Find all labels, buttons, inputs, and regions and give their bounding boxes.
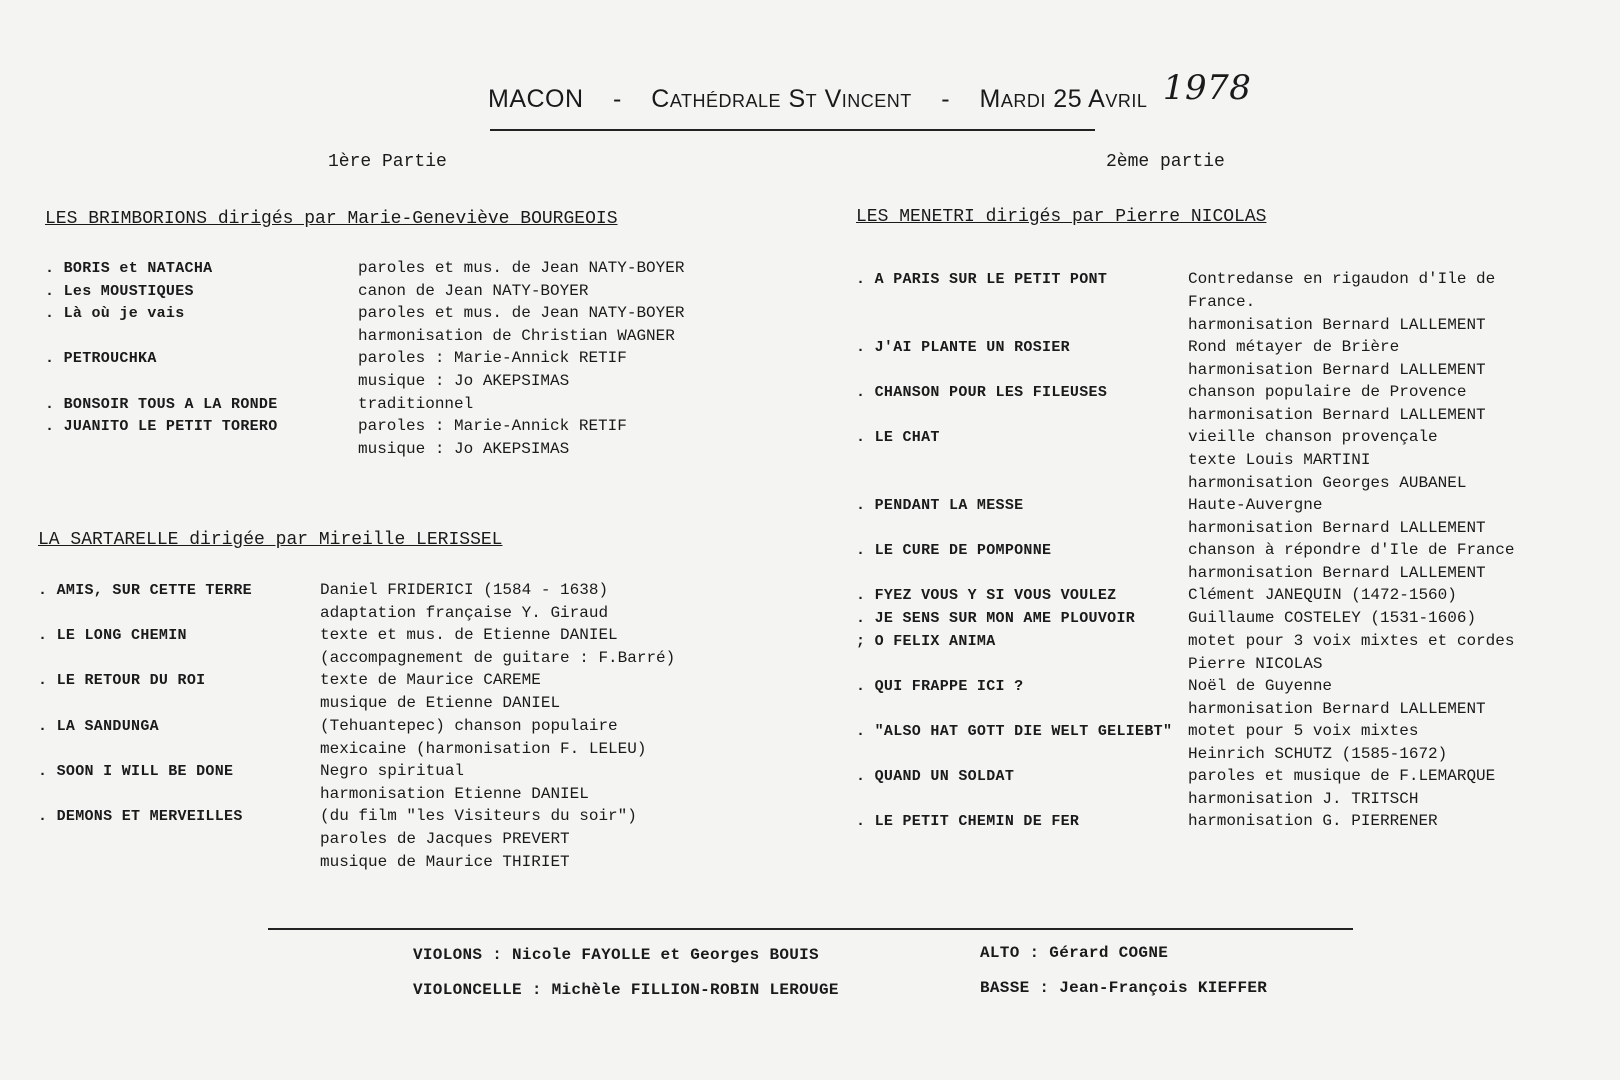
section-title-menetri: LES MENETRI dirigés par Pierre NICOLAS	[856, 207, 1267, 227]
song-credit-line: harmonisation de Christian WAGNER	[358, 327, 675, 346]
header-separator: -	[613, 85, 622, 113]
song-credit-line: harmonisation Bernard LALLEMENT	[1188, 699, 1486, 718]
song-credit-line: chanson populaire de Provence	[1188, 383, 1467, 401]
song-credit-line: (accompagnement de guitare : F.Barré)	[320, 649, 676, 668]
header-place: Cathédrale St Vincent	[651, 85, 912, 113]
header-year-handwritten: 1978	[1162, 68, 1252, 108]
song-credit-line: harmonisation Bernard LALLEMENT	[1188, 316, 1486, 334]
song-credit-line: paroles et musique de F.LEMARQUE	[1188, 767, 1496, 786]
song-credit-line: texte et mus. de Etienne DANIEL	[320, 626, 618, 645]
header-separator: -	[941, 85, 951, 113]
song-credit-line: adaptation française Y. Giraud	[320, 604, 609, 622]
footer-basse: BASSE : Jean-François KIEFFER	[980, 979, 1268, 997]
song-title: . JE SENS SUR MON AME PLOUVOIR	[856, 610, 1136, 627]
section-title-brimborions: LES BRIMBORIONS dirigés par Marie-Geneviève BOURGEOIS	[45, 209, 618, 229]
program-header	[488, 68, 1252, 116]
song-credit-line: Guillaume COSTELEY (1531-1606)	[1188, 609, 1477, 627]
song-title: . Là où je vais	[45, 305, 185, 323]
song-title: . LE CHAT	[856, 429, 940, 447]
song-credit-line: canon de Jean NATY-BOYER	[358, 281, 589, 300]
footer-divider	[268, 928, 1353, 930]
song-credit-line: texte Louis MARTINI	[1188, 451, 1371, 470]
song-credit-line: vieille chanson provençale	[1188, 428, 1438, 447]
song-credit-line: harmonisation Georges AUBANEL	[1188, 474, 1467, 493]
song-credit-line: (du film "les Visiteurs du soir")	[320, 807, 637, 825]
song-title: . PENDANT LA MESSE	[856, 497, 1024, 514]
song-title: . QUI FRAPPE ICI ?	[856, 677, 1024, 695]
song-credit-line: harmonisation Bernard LALLEMENT	[1188, 564, 1486, 583]
song-credit-line: Rond métayer de Brière	[1188, 337, 1400, 356]
song-title: . AMIS, SUR CETTE TERRE	[38, 582, 252, 599]
song-credit-line: musique : Jo AKEPSIMAS	[358, 440, 570, 459]
song-credit-line: mexicaine (harmonisation F. LELEU)	[320, 739, 647, 758]
song-credit-line: paroles : Marie-Annick RETIF	[358, 349, 627, 368]
song-credit-line: musique : Jo AKEPSIMAS	[358, 372, 570, 391]
song-title: . LE RETOUR DU ROI	[38, 672, 206, 690]
song-title: . SOON I WILL BE DONE	[38, 762, 234, 780]
song-title: . CHANSON POUR LES FILEUSES	[856, 384, 1108, 401]
song-credit-line: musique de Etienne DANIEL	[320, 694, 561, 713]
song-credit-line: Negro spiritual	[320, 761, 465, 780]
song-credit-line: musique de Maurice THIRIET	[320, 853, 570, 871]
song-title: . LE LONG CHEMIN	[38, 627, 187, 645]
part-one-title: 1ère Partie	[328, 152, 447, 172]
song-title: . LA SANDUNGA	[38, 717, 159, 735]
song-credit-line: Contredanse en rigaudon d'Ile de	[1188, 270, 1496, 288]
song-title: . BONSOIR TOUS A LA RONDE	[45, 395, 278, 413]
footer-violoncelle: VIOLONCELLE : Michèle FILLION-ROBIN LEROUGE	[413, 981, 839, 999]
song-credit-line: harmonisation Bernard LALLEMENT	[1188, 406, 1486, 424]
song-title: . J'AI PLANTE UN ROSIER	[856, 338, 1070, 356]
song-credit-line: harmonisation Bernard LALLEMENT	[1188, 519, 1486, 537]
header-divider	[490, 129, 1095, 131]
song-credit-line: Noël de Guyenne	[1188, 676, 1333, 695]
song-credit-line: harmonisation Etienne DANIEL	[320, 784, 589, 803]
song-credit-line: motet pour 3 voix mixtes et cordes	[1188, 631, 1515, 650]
song-credit-line: Heinrich SCHUTZ (1585-1672)	[1188, 745, 1448, 763]
song-credit-line: harmonisation Bernard LALLEMENT	[1188, 360, 1486, 379]
song-title: . LE PETIT CHEMIN DE FER	[856, 813, 1080, 831]
song-credit-line: harmonisation J. TRITSCH	[1188, 790, 1419, 809]
song-credit-line: chanson à répondre d'Ile de France	[1188, 541, 1515, 560]
song-title: . JUANITO LE PETIT TORERO	[45, 418, 278, 436]
song-title: . A PARIS SUR LE PETIT PONT	[856, 271, 1108, 288]
song-title: . DEMONS ET MERVEILLES	[38, 808, 243, 825]
song-credit-line: texte de Maurice CAREME	[320, 671, 541, 690]
song-title: . "ALSO HAT GOTT DIE WELT GELIEBT"	[856, 723, 1173, 740]
footer-alto: ALTO : Gérard COGNE	[980, 944, 1169, 962]
song-credit-line: motet pour 5 voix mixtes	[1188, 722, 1419, 740]
song-credit-line: (Tehuantepec) chanson populaire	[320, 716, 618, 735]
song-credit-line: harmonisation G. PIERRENER	[1188, 812, 1438, 831]
song-title: . FYEZ VOUS Y SI VOUS VOULEZ	[856, 587, 1117, 605]
song-credit-line: paroles de Jacques PREVERT	[320, 830, 570, 848]
footer-violons: VIOLONS : Nicole FAYOLLE et Georges BOUIS	[413, 946, 819, 964]
header-date: Mardi 25 Avril	[979, 85, 1148, 113]
part-two-title: 2ème partie	[1106, 152, 1225, 172]
song-title: . QUAND UN SOLDAT	[856, 768, 1015, 786]
song-credit-line: paroles et mus. de Jean NATY-BOYER	[358, 304, 685, 323]
song-title: . BORIS et NATACHA	[45, 260, 213, 277]
song-credit-line: Clément JANEQUIN (1472-1560)	[1188, 586, 1457, 605]
song-credit-line: Pierre NICOLAS	[1188, 654, 1323, 673]
song-credit-line: France.	[1188, 293, 1256, 311]
song-credit-line: traditionnel	[358, 394, 474, 413]
song-title: ; O FELIX ANIMA	[856, 632, 996, 650]
song-credit-line: Haute-Auvergne	[1188, 496, 1323, 514]
section-title-sartarelle: LA SARTARELLE dirigée par Mireille LERISSEL	[38, 530, 503, 550]
song-credit-line: Daniel FRIDERICI (1584 - 1638)	[320, 581, 609, 599]
song-credit-line: paroles : Marie-Annick RETIF	[358, 417, 627, 436]
song-title: . Les MOUSTIQUES	[45, 282, 194, 300]
header-city: MACON	[488, 85, 584, 113]
song-title: . PETROUCHKA	[45, 350, 157, 368]
song-credit-line: paroles et mus. de Jean NATY-BOYER	[358, 259, 685, 277]
song-title: . LE CURE DE POMPONNE	[856, 542, 1052, 560]
